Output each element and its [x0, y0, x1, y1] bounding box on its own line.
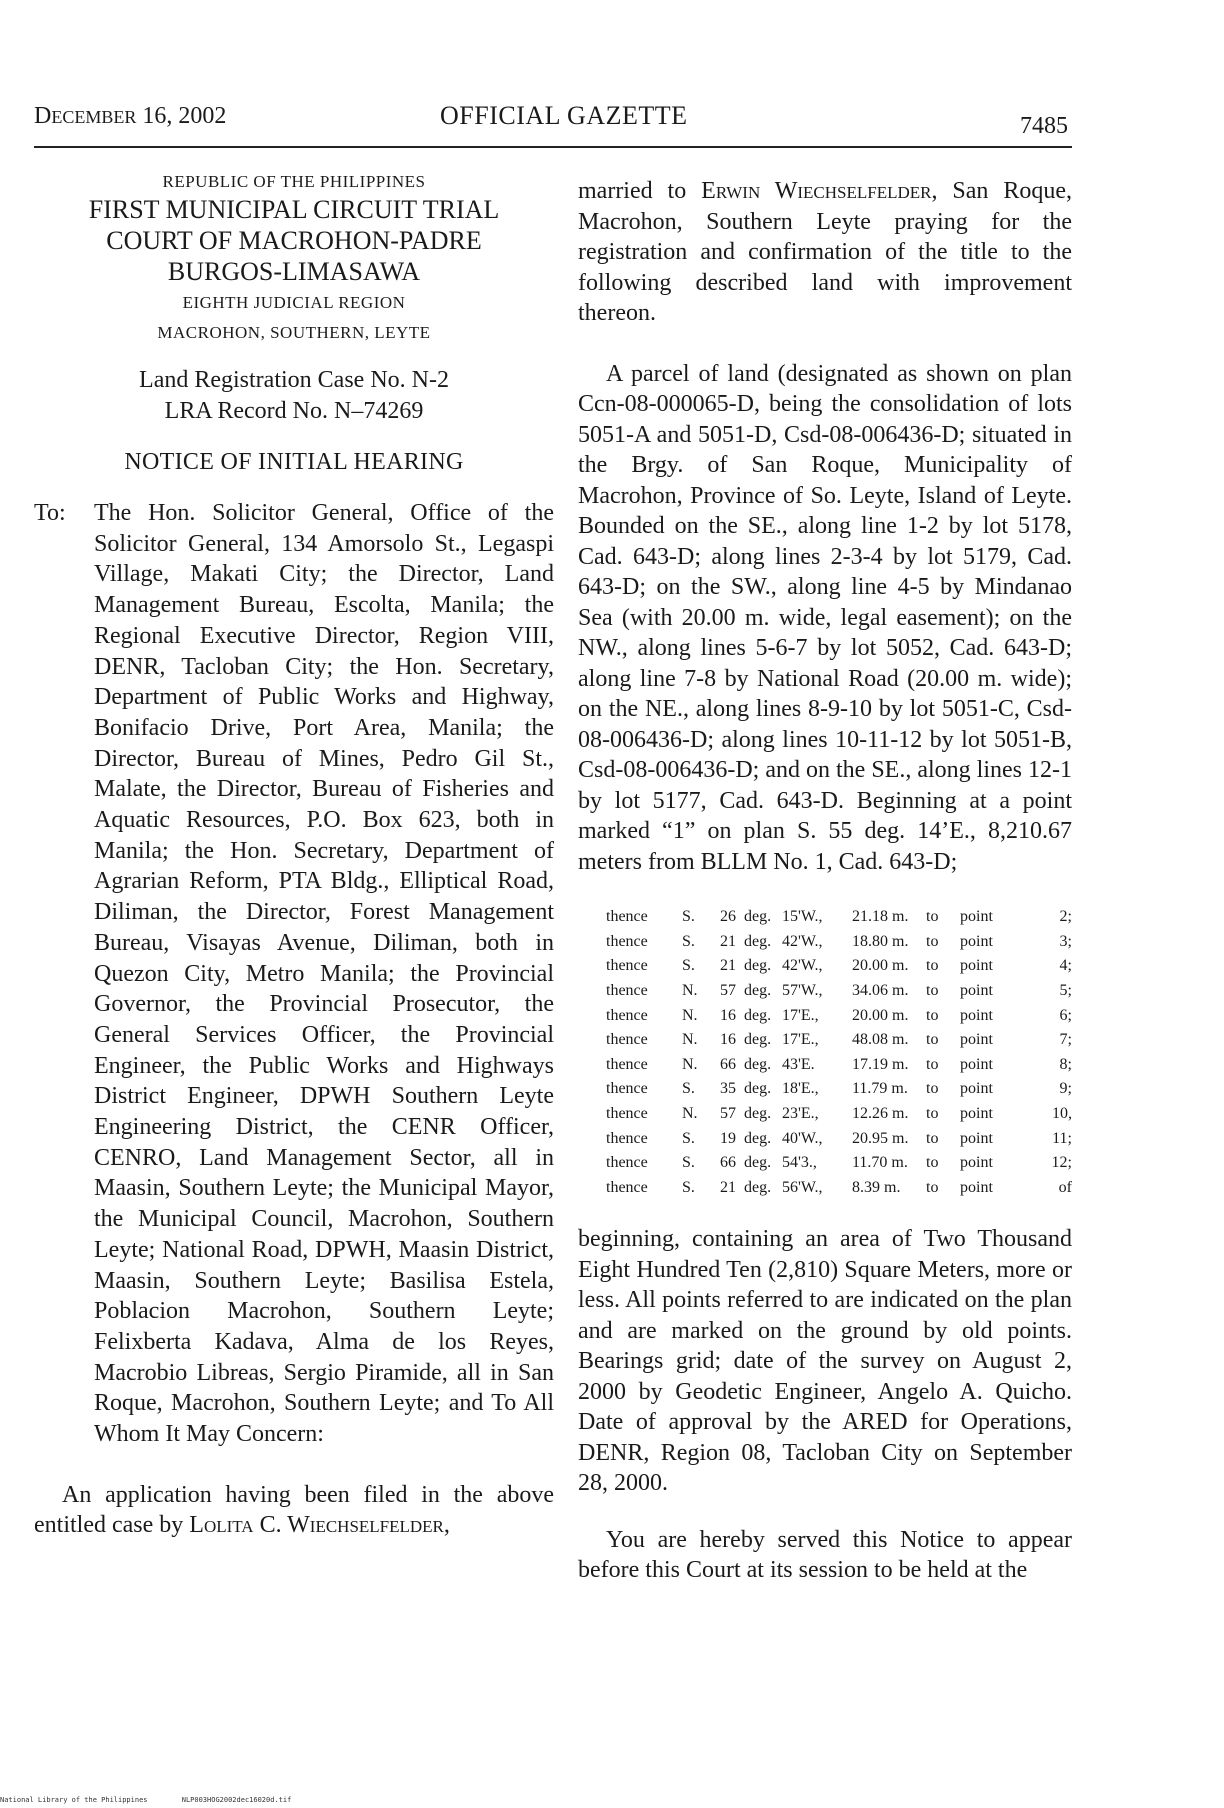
bearing-minutes: 42'W.,: [782, 932, 823, 950]
bearing-row: [578, 1077, 1072, 1102]
bearing-deg: 19: [720, 1129, 736, 1147]
bearing-deg: 26: [720, 908, 736, 926]
bearing-dir: N.: [682, 1105, 698, 1123]
bearing-dir: N.: [682, 982, 698, 1000]
bearing-point: point: [960, 957, 993, 975]
application-paragraph: [34, 1480, 554, 1541]
bearing-row: [578, 1028, 1072, 1053]
bearing-unit: deg.: [744, 908, 772, 926]
bearing-minutes: 43'E.: [782, 1055, 815, 1073]
bearing-dir: S.: [682, 1129, 695, 1147]
addressee-block: [34, 498, 554, 1450]
bearing-target: 8;: [1059, 1055, 1072, 1073]
bearing-deg: 16: [720, 1031, 736, 1049]
bearing-point: point: [960, 1129, 993, 1147]
notice-title: NOTICE OF INITIAL HEARING: [124, 449, 464, 475]
court-name: [34, 194, 554, 287]
bearing-row: [578, 1102, 1072, 1127]
bearing-dir: S.: [682, 1178, 695, 1196]
bearing-row: [578, 1151, 1072, 1176]
bearing-word: thence: [606, 932, 648, 950]
bearing-dist: 18.80 m.: [852, 932, 909, 950]
right-column: [578, 176, 1072, 1586]
bearing-row: [578, 1126, 1072, 1151]
bearing-to: to: [926, 1055, 939, 1073]
court-name-line-3: BURGOS-LIMASAWA: [167, 257, 421, 286]
bearing-dist: 21.18 m.: [852, 908, 909, 926]
bearing-row: [578, 979, 1072, 1004]
married-to-text: married to: [578, 178, 687, 204]
bearing-to: to: [926, 1105, 939, 1123]
bearing-dist: 20.00 m.: [852, 1006, 909, 1024]
bearing-target: 11;: [1052, 1129, 1072, 1147]
bearing-unit: deg.: [744, 1006, 772, 1024]
republic-line: REPUBLIC OF THE PHILIPPINES: [162, 172, 426, 191]
bearing-minutes: 56'W.,: [782, 1178, 823, 1196]
bearing-target: 12;: [1051, 1154, 1072, 1172]
bearing-deg: 66: [720, 1055, 736, 1073]
bearing-unit: deg.: [744, 1105, 772, 1123]
bearing-target: 9;: [1059, 1080, 1072, 1098]
bearing-minutes: 40'W.,: [782, 1129, 823, 1147]
footer-library: National Library of the Philippines: [0, 1796, 148, 1804]
bearing-word: thence: [606, 908, 648, 926]
bearing-to: to: [926, 1031, 939, 1049]
bearing-minutes: 17'E.,: [782, 1031, 819, 1049]
footer-file-id: NLP003HOG2002dec16020d.tif: [181, 1796, 292, 1804]
issue-date-month: ECEMBER: [51, 107, 137, 127]
bearing-word: thence: [606, 1080, 648, 1098]
bearing-to: to: [926, 1080, 939, 1098]
issue-date-day-year: 16, 2002: [136, 103, 227, 129]
bearing-unit: deg.: [744, 1055, 772, 1073]
bearing-dist: 12.26 m.: [852, 1105, 909, 1123]
judicial-region: EIGHTH JUDICIAL REGION: [182, 293, 406, 312]
bearing-dir: S.: [682, 1080, 695, 1098]
bearing-point: point: [960, 982, 993, 1000]
bearing-dir: N.: [682, 1055, 698, 1073]
left-column: [34, 172, 554, 1541]
bearing-row: [578, 1003, 1072, 1028]
area-paragraph: beginning, containing an area of Two Thousand Eight Hundred Ten (2,810) Square Meters, more or less. All points referred to are indicated on the plan and are marked on the ground by old points. Bearings grid; date of the survey on August 2, 2000 by Geodetic Engineer, Angelo A. Quicho. Date of approval by the ARED for Operations, DENR, Region 08, Tacloban City on September 28, 2000.: [578, 1226, 1072, 1497]
bearing-deg: 21: [720, 1178, 736, 1196]
court-name-line-1: FIRST MUNICIPAL CIRCUIT TRIAL: [88, 195, 500, 224]
bearing-dist: 34.06 m.: [852, 982, 909, 1000]
bearing-deg: 57: [720, 1105, 736, 1123]
bearing-word: thence: [606, 1031, 648, 1049]
bearing-dir: S.: [682, 932, 695, 950]
bearing-point: point: [960, 1105, 993, 1123]
bearing-target: 3;: [1059, 932, 1072, 950]
applicant-name: Lolita C. Wiechselfelder,: [189, 1512, 450, 1539]
bearing-dir: S.: [682, 908, 695, 926]
bearing-dist: 8.39 m.: [852, 1178, 901, 1196]
bearing-point: point: [960, 1154, 993, 1172]
application-continuation: [578, 176, 1072, 329]
bearing-minutes: 54'3.,: [782, 1154, 817, 1172]
bearing-point: point: [960, 1080, 993, 1098]
bearing-target: 10,: [1052, 1105, 1072, 1123]
bearing-dir: N.: [682, 1006, 698, 1024]
bearing-dist: 20.95 m.: [852, 1129, 909, 1147]
bearing-to: to: [926, 957, 939, 975]
bearing-dist: 11.70 m.: [852, 1154, 908, 1172]
bearing-target: 5;: [1059, 982, 1072, 1000]
bearing-word: thence: [606, 1129, 648, 1147]
bearing-to: to: [926, 1154, 939, 1172]
bearing-unit: deg.: [744, 982, 772, 1000]
bearing-unit: deg.: [744, 1178, 772, 1196]
bearing-to: to: [926, 1129, 939, 1147]
bearing-target: 4;: [1059, 957, 1072, 975]
court-heading: [34, 172, 554, 476]
bearing-target: 2;: [1059, 908, 1072, 926]
publication-title: OFFICIAL GAZETTE: [440, 101, 688, 130]
lra-record-number: LRA Record No. N–74269: [164, 398, 424, 424]
bearings-table: [578, 905, 1072, 1200]
bearing-point: point: [960, 1178, 993, 1196]
page-number: 7485: [1020, 113, 1068, 139]
bearing-minutes: 18'E.,: [782, 1080, 819, 1098]
bearing-deg: 16: [720, 1006, 736, 1024]
bearing-minutes: 57'W.,: [782, 982, 823, 1000]
bearing-target: 6;: [1059, 1006, 1072, 1024]
bearing-point: point: [960, 932, 993, 950]
issue-date-initial: D: [34, 103, 52, 129]
bearing-row: [578, 905, 1072, 930]
bearing-to: to: [926, 982, 939, 1000]
bearing-unit: deg.: [744, 1154, 772, 1172]
bearing-dist: 11.79 m.: [852, 1080, 908, 1098]
bearing-row: [578, 954, 1072, 979]
bearing-word: thence: [606, 1178, 648, 1196]
bearing-word: thence: [606, 1105, 648, 1123]
bearing-row: [578, 1053, 1072, 1078]
bearing-to: to: [926, 932, 939, 950]
bearing-unit: deg.: [744, 957, 772, 975]
addressee-list: The Hon. Solicitor General, Office of the Solicitor General, 134 Amorsolo St., Legaspi Village, Makati City; the Director, Land Management Bureau, Escolta, Manila; the Regional Executive Director, Region VIII, DENR, Tacloban City; the Hon. Secretary, Department of Public Works and Highway, Bonifacio Drive, Port Area, Manila; the Director, Bureau of Mines, Pedro Gil St., Malate, the Director, Bureau of Fisheries and Aquatic Resources, P.O. Box 623, both in Manila; the Hon. Secretary, Department of Agrarian Reform, PTA Bldg., Elliptical Road, Diliman, the Director, Forest Management Bureau, Visayas Avenue, Diliman, both in Quezon City, Metro Manila; the Provincial Governor, the Provincial Prosecutor, the General Services Officer, the Provincial Engineer, the Public Works and Highways District Engineer, DPWH Southern Leyte Engineering District, the CENR Officer, CENRO, Land Management Sector, all in Maasin, Southern Leyte; the Municipal Mayor, the Municipal Council, Macrohon, Southern Leyte; National Road, DPWH, Maasin District, Maasin, Southern Leyte; Basilisa Estela, Poblacion Macrohon, Southern Leyte; Felixberta Kadava, Alma de los Reyes, Macrobio Libreas, Sergio Piramide, all in San Roque, Macrohon, Southern Leyte; and To All Whom It May Concern:: [94, 500, 554, 1448]
case-numbers: [34, 365, 554, 427]
bearing-row: [578, 930, 1072, 955]
bearing-deg: 66: [720, 1154, 736, 1172]
bearing-unit: deg.: [744, 932, 772, 950]
bearing-word: thence: [606, 982, 648, 1000]
bearing-dist: 17.19 m.: [852, 1055, 909, 1073]
bearing-to: to: [926, 1006, 939, 1024]
land-description: A parcel of land (designated as shown on plan Ccn-08-000065-D, being the consolidation of lots 5051-A and 5051-D, Csd-08-006436-D; situated in the Brgy. of San Roque, Municipality of Macrohon, Province of So. Leyte, Island of Leyte. Bounded on the SE., along line 1-2 by lot 5178, Cad. 643-D; along lines 2-3-4 by lot 5179, Cad. 643-D; on the SW., along line 4-5 by Mindanao Sea (with 20.00 m. wide, legal easement); on the NW., along lines 5-6-7 by lot 5052, Cad. 643-D; along line 7-8 by National Road (20.00 m. wide); on the NE., along lines 8-9-10 by lot 5051-C, Csd-08-006436-D; along lines 10-11-12 by lot 5051-B, Csd-08-006436-D; and on the SE., along lines 12-1 by lot 5177, Cad. 643-D. Beginning at a point marked “1” on plan S. 55 deg. 14’E., 8,210.67 meters from BLLM No. 1, Cad. 643-D;: [578, 360, 1072, 875]
case-number: Land Registration Case No. N-2: [139, 367, 449, 393]
bearing-point: point: [960, 1006, 993, 1024]
bearing-minutes: 15'W.,: [782, 908, 823, 926]
bearing-minutes: 42'W.,: [782, 957, 823, 975]
bearing-point: point: [960, 908, 993, 926]
bearing-unit: deg.: [744, 1129, 772, 1147]
court-name-line-2: COURT OF MACROHON-PADRE: [106, 226, 482, 255]
bearing-unit: deg.: [744, 1080, 772, 1098]
bearing-deg: 21: [720, 957, 736, 975]
bearing-row: [578, 1176, 1072, 1201]
application-rest: San Roque, Macrohon, Southern Leyte praying for the registration and confirmation of the title to the following described land with improvement thereon.: [578, 178, 1073, 326]
to-label: To:: [34, 500, 66, 526]
bearing-word: thence: [606, 1154, 648, 1172]
application-intro: An application having been filed in the above entitled case by: [34, 1481, 554, 1539]
bearing-to: to: [926, 908, 939, 926]
bearing-point: point: [960, 1031, 993, 1049]
bearing-dist: 20.00 m.: [852, 957, 909, 975]
bearing-target: 7;: [1059, 1031, 1072, 1049]
bearing-deg: 57: [720, 982, 736, 1000]
bearing-word: thence: [606, 1006, 648, 1024]
bearing-to: to: [926, 1178, 939, 1196]
scan-footer: [0, 1796, 321, 1804]
bearing-deg: 35: [720, 1080, 736, 1098]
bearing-word: thence: [606, 1055, 648, 1073]
bearing-point: point: [960, 1055, 993, 1073]
bearing-deg: 21: [720, 932, 736, 950]
bearing-dir: S.: [682, 957, 695, 975]
bearing-minutes: 23'E.,: [782, 1105, 819, 1123]
bearing-dist: 48.08 m.: [852, 1031, 909, 1049]
bearings-body: [578, 905, 1072, 1200]
served-paragraph: You are hereby served this Notice to appear before this Court at its session to be held at the: [578, 1526, 1072, 1584]
bearing-dir: S.: [682, 1154, 695, 1172]
bearing-dir: N.: [682, 1031, 698, 1049]
spouse-name: Erwin Wiechselfelder,: [701, 178, 938, 204]
header-rule: [34, 146, 1072, 148]
bearing-minutes: 17'E.,: [782, 1006, 819, 1024]
issue-date: [34, 103, 226, 130]
court-location: MACROHON, SOUTHERN, LEYTE: [157, 323, 431, 342]
bearing-word: thence: [606, 957, 648, 975]
bearing-unit: deg.: [744, 1031, 772, 1049]
bearing-target: of: [1058, 1178, 1072, 1196]
